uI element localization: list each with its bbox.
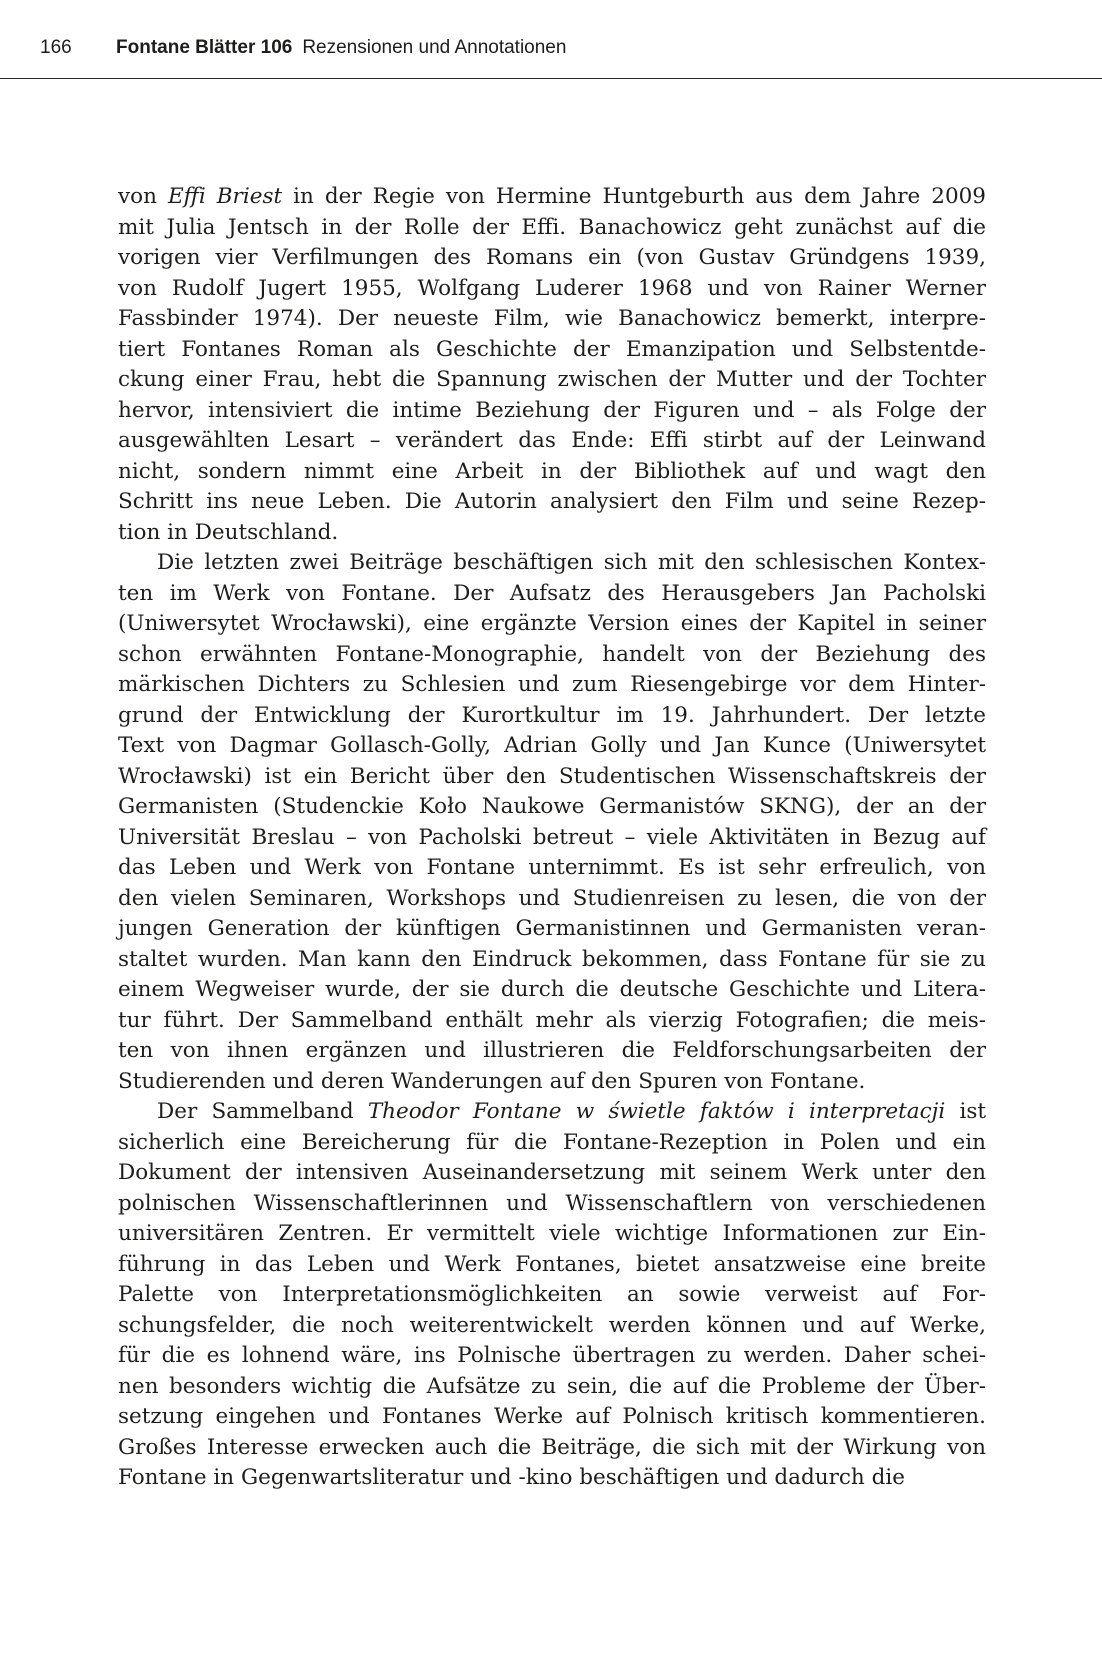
text-line (118, 213, 986, 244)
text-line (118, 792, 986, 823)
text-segment: ten im Werk von Fontane. Der Aufsatz des Herausgebers Jan Pacholski (118, 580, 986, 606)
text-segment: (Uniwersytet Wrocławski), eine ergänzte Version eines der Kapitel in seiner (118, 611, 986, 636)
text-line (118, 1158, 986, 1189)
text-segment: Palette von Interpretationsmöglichkeiten an sowie verweist auf For- (118, 1282, 986, 1307)
header-divider (0, 78, 1102, 79)
text-line (118, 762, 986, 793)
text-segment: polnischen Wissenschaftlerinnen und Wissenschaftlern von verschiedenen (118, 1190, 986, 1216)
text-segment: schon erwähnten Fontane-Monographie, handelt von der Beziehung des (118, 641, 986, 667)
text-segment: universitären Zentren. Er vermittelt viele wichtige Informationen zur Ein- (118, 1221, 986, 1246)
text-line (118, 640, 986, 671)
text-segment: tiert Fontanes Roman als Geschichte der Emanzipation und Selbstentde- (118, 336, 986, 362)
paragraph (118, 182, 986, 548)
text-line (118, 823, 986, 854)
text-segment: Germanisten (Studenckie Koło Naukowe Germanistów SKNG), der an der (118, 794, 986, 819)
text-line (118, 1402, 986, 1433)
text-line (118, 1341, 986, 1372)
paragraph (118, 548, 986, 1097)
section-title: Rezensionen und Annotationen (302, 37, 567, 58)
text-segment: Großes Interesse erwecken auch die Beiträge, die sich mit der Wirkung von (118, 1434, 986, 1460)
text-segment: ist (945, 1099, 986, 1124)
text-segment: Dokument der intensiven Auseinandersetzung mit seinem Werk unter den (118, 1160, 986, 1185)
italic-title: Theodor Fontane w świetle faktów i interpretacji (367, 1099, 946, 1124)
text-segment: schungsfelder, die noch weiterentwickelt werden können und auf Werke, (118, 1312, 986, 1338)
text-segment: jungen Generation der künftigen Germanistinnen und Germanisten veran- (118, 916, 986, 941)
text-segment: Universität Breslau – von Pacholski betreut – viele Aktivitäten in Bezug auf (118, 824, 986, 850)
text-line (118, 1189, 986, 1220)
text-segment: Fontane in Gegenwartsliteratur und -kino beschäftigen und dadurch die (118, 1465, 905, 1490)
text-line (118, 182, 986, 213)
text-line (118, 396, 986, 427)
text-segment: das Leben und Werk von Fontane unternimmt. Es ist sehr erfreulich, von (118, 855, 986, 880)
text-line (118, 1433, 986, 1464)
text-line (118, 518, 986, 549)
text-segment: für die es lohnend wäre, ins Polnische übertragen zu werden. Daher schei- (118, 1343, 986, 1368)
journal-title: Fontane Blätter 106 (116, 37, 293, 58)
text-segment: nen besonders wichtig die Aufsätze zu sein, die auf die Probleme der Über- (118, 1373, 986, 1399)
text-line (118, 945, 986, 976)
text-line (118, 274, 986, 305)
text-segment: Schritt ins neue Leben. Die Autorin analysiert den Film und seine Rezep- (118, 489, 986, 514)
text-segment: mit Julia Jentsch in der Rolle der Effi. Banachowicz geht zunächst auf die (118, 214, 986, 240)
text-segment: Studierenden und deren Wanderungen auf den Spuren von Fontane. (118, 1068, 866, 1094)
text-segment: Text von Dagmar Gollasch-Golly, Adrian Golly und Jan Kunce (Uniwersytet (118, 733, 986, 758)
text-line (118, 884, 986, 915)
text-segment: führung in das Leben und Werk Fontanes, bietet ansatzweise eine breite (118, 1251, 986, 1277)
text-line (118, 1219, 986, 1250)
text-segment: in der Regie von Hermine Huntgeburth aus dem Jahre 2009 (282, 184, 986, 209)
text-line (118, 457, 986, 488)
text-segment: sicherlich eine Bereicherung für die Fontane-Rezeption in Polen und ein (118, 1129, 986, 1155)
text-line (118, 1250, 986, 1281)
running-header (40, 36, 1102, 60)
text-line (118, 1097, 986, 1128)
text-line (118, 1463, 986, 1494)
text-line (118, 426, 986, 457)
text-segment: Der Sammelband (157, 1099, 368, 1124)
text-line (118, 548, 986, 579)
text-segment: von Rudolf Jugert 1955, Wolfgang Luderer 1968 und von Rainer Werner (118, 275, 986, 301)
text-line (118, 365, 986, 396)
text-segment: ausgewählten Lesart – verändert das Ende: Effi stirbt auf der Leinwand (118, 428, 986, 453)
text-line (118, 701, 986, 732)
text-line (118, 487, 986, 518)
text-segment: setzung eingehen und Fontanes Werke auf Polnisch kritisch kommentieren. (118, 1404, 986, 1429)
text-segment: grund der Entwicklung der Kurortkultur im 19. Jahrhundert. Der letzte (118, 702, 986, 728)
text-segment: Wrocławski) ist ein Bericht über den Studentischen Wissenschaftskreis der (118, 763, 986, 789)
text-line (118, 243, 986, 274)
text-segment: Die letzten zwei Beiträge beschäftigen sich mit den schlesischen Kontex- (157, 550, 986, 575)
text-segment: ten von ihnen ergänzen und illustrieren die Feldforschungsarbeiten der (118, 1038, 986, 1063)
text-segment: ckung einer Frau, hebt die Spannung zwischen der Mutter und der Tochter (118, 367, 986, 392)
text-line (118, 731, 986, 762)
text-line (118, 304, 986, 335)
text-segment: märkischen Dichters zu Schlesien und zum Riesengebirge vor dem Hinter- (118, 672, 986, 697)
text-line (118, 1067, 986, 1098)
paragraph (118, 1097, 986, 1494)
text-line (118, 1036, 986, 1067)
italic-title: Effi Briest (167, 184, 283, 209)
text-segment: von (118, 184, 168, 209)
text-line (118, 1128, 986, 1159)
text-line (118, 609, 986, 640)
text-segment: vorigen vier Verfilmungen des Romans ein (von Gustav Gründgens 1939, (118, 245, 986, 270)
text-segment: nicht, sondern nimmt eine Arbeit in der Bibliothek auf und wagt den (118, 458, 986, 484)
text-segment: staltet wurden. Man kann den Eindruck bekommen, dass Fontane für sie zu (118, 946, 986, 972)
text-segment: einem Wegweiser wurde, der sie durch die deutsche Geschichte und Litera- (118, 977, 986, 1002)
text-line (118, 1006, 986, 1037)
text-line (118, 1311, 986, 1342)
text-line (118, 579, 986, 610)
text-segment: tur führt. Der Sammelband enthält mehr als vierzig Fotografien; die meis- (118, 1007, 986, 1033)
text-line (118, 1372, 986, 1403)
text-segment: hervor, intensiviert die intime Beziehung der Figuren und – als Folge der (118, 397, 986, 423)
text-line (118, 670, 986, 701)
text-line (118, 914, 986, 945)
text-segment: tion in Deutschland. (118, 519, 339, 545)
text-line (118, 1280, 986, 1311)
body-text (118, 182, 986, 1494)
text-line (118, 975, 986, 1006)
page-number: 166 (40, 37, 72, 58)
text-segment: Fassbinder 1974). Der neueste Film, wie Banachowicz bemerkt, interpre- (118, 306, 986, 331)
text-segment: den vielen Seminaren, Workshops und Studienreisen zu lesen, die von der (118, 885, 986, 911)
text-line (118, 335, 986, 366)
text-line (118, 853, 986, 884)
